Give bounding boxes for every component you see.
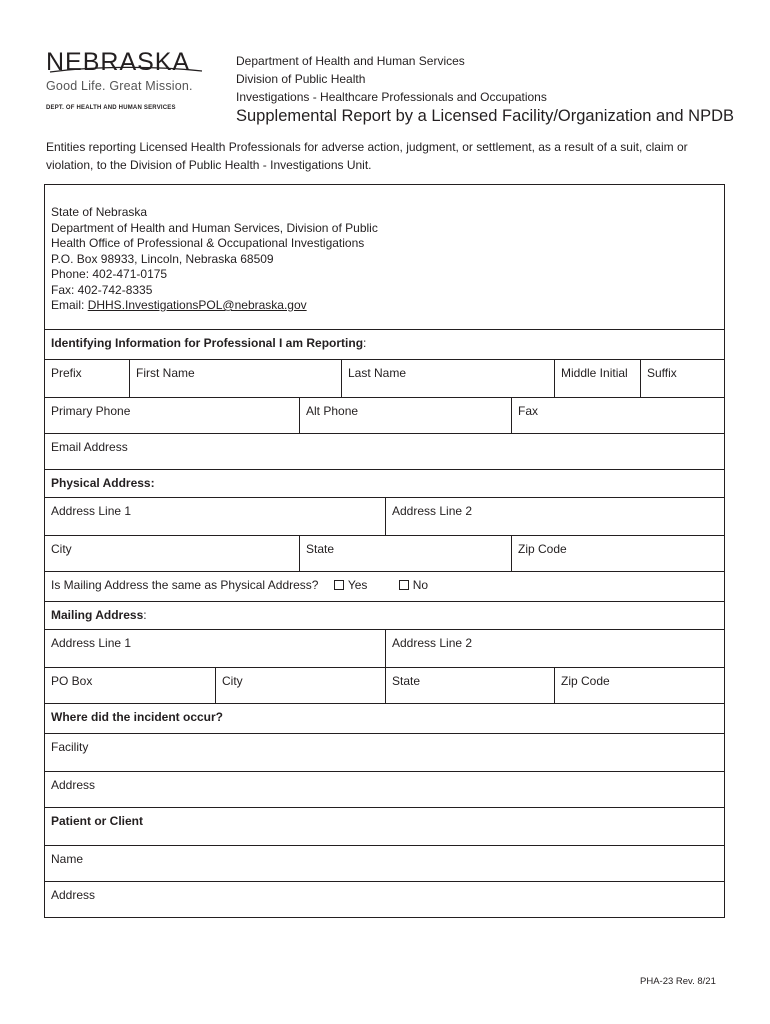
mailing-zip-field[interactable]: Zip Code bbox=[554, 668, 724, 703]
physical-city-row bbox=[45, 535, 724, 571]
header-line-1: Department of Health and Human Services bbox=[236, 54, 465, 68]
form-revision: PHA-23 Rev. 8/21 bbox=[640, 976, 716, 987]
physical-zip-field[interactable]: Zip Code bbox=[511, 536, 724, 571]
incident-facility-field[interactable]: Facility bbox=[51, 740, 89, 754]
patient-heading: Patient or Client bbox=[51, 814, 144, 828]
incident-address-row bbox=[45, 771, 724, 807]
incident-heading: Where did the incident occur? bbox=[51, 710, 224, 724]
report-form bbox=[44, 184, 725, 918]
logo-tagline: Good Life. Great Mission. bbox=[46, 79, 193, 93]
document-title: Supplemental Report by a Licensed Facility/Organization and NPDB bbox=[236, 107, 735, 125]
patient-heading-row bbox=[45, 807, 724, 845]
header-line-2: Division of Public Health bbox=[236, 72, 366, 86]
no-label: No bbox=[412, 578, 429, 592]
prefix-field[interactable]: Prefix bbox=[51, 366, 82, 380]
primary-phone-field[interactable]: Primary Phone bbox=[51, 404, 131, 418]
contact-line-1: State of Nebraska bbox=[51, 205, 148, 219]
alt-phone-field[interactable]: Alt Phone bbox=[299, 398, 511, 433]
mailing-po-box-field[interactable]: PO Box bbox=[51, 674, 93, 688]
intro-paragraph: Entities reporting Licensed Health Professionals for adverse action, judgment, or settlement, as a result of a suit, claim or violation, to the Division of Public Health - Investigations Unit. bbox=[46, 140, 688, 172]
email-row bbox=[45, 433, 724, 469]
same-address-row bbox=[45, 571, 724, 601]
patient-address-row bbox=[45, 881, 724, 917]
mailing-address-line-1-field[interactable]: Address Line 1 bbox=[51, 636, 132, 650]
incident-heading-row bbox=[45, 703, 724, 733]
patient-address-field[interactable]: Address bbox=[51, 888, 96, 902]
same-address-question: Is Mailing Address the same as Physical Address? bbox=[51, 578, 319, 592]
mailing-address-line-2-field[interactable]: Address Line 2 bbox=[385, 630, 724, 667]
contact-phone: Phone: 402-471-0175 bbox=[51, 267, 168, 281]
mailing-state-field[interactable]: State bbox=[385, 668, 554, 703]
incident-address-field[interactable]: Address bbox=[51, 778, 96, 792]
nebraska-dhhs-logo bbox=[46, 48, 216, 120]
suffix-field[interactable]: Suffix bbox=[640, 360, 724, 397]
physical-address-line-1-field[interactable]: Address Line 1 bbox=[51, 504, 132, 518]
contact-line-4: P.O. Box 98933, Lincoln, Nebraska 68509 bbox=[51, 251, 274, 266]
patient-name-field[interactable]: Name bbox=[51, 852, 84, 866]
yes-label: Yes bbox=[347, 578, 368, 592]
phone-row bbox=[45, 397, 724, 433]
mailing-address-row bbox=[45, 629, 724, 667]
email-address-field[interactable]: Email Address bbox=[51, 440, 128, 454]
mailing-city-row bbox=[45, 667, 724, 703]
physical-state-field[interactable]: State bbox=[299, 536, 511, 571]
document-header bbox=[236, 52, 734, 126]
contact-email-label: Email: bbox=[51, 298, 88, 312]
fax-field[interactable]: Fax bbox=[511, 398, 724, 433]
first-name-field[interactable]: First Name bbox=[129, 360, 341, 397]
contact-email-link[interactable]: DHHS.InvestigationsPOL@nebraska.gov bbox=[87, 298, 307, 312]
physical-address-heading: Physical Address: bbox=[51, 476, 155, 490]
header-line-3: Investigations - Healthcare Professionals and Occupations bbox=[236, 90, 547, 104]
no-checkbox[interactable] bbox=[399, 580, 409, 590]
mailing-city-field[interactable]: City bbox=[215, 668, 385, 703]
identifying-heading: Identifying Information for Professional I am Reporting bbox=[51, 336, 364, 350]
contact-block bbox=[51, 205, 378, 314]
incident-facility-row bbox=[45, 733, 724, 771]
physical-address-line-2-field[interactable]: Address Line 2 bbox=[385, 498, 724, 535]
contact-line-2: Department of Health and Human Services, Division of Public bbox=[51, 220, 378, 235]
patient-name-row bbox=[45, 845, 724, 881]
last-name-field[interactable]: Last Name bbox=[341, 360, 554, 397]
physical-heading-row bbox=[45, 469, 724, 497]
logo-wordmark: NEBRASKA bbox=[46, 48, 191, 76]
yes-checkbox[interactable] bbox=[334, 580, 344, 590]
name-row bbox=[45, 359, 724, 397]
mailing-heading-row: Mailing Address: bbox=[45, 601, 724, 629]
identifying-heading-row: Identifying Information for Professional I am Reporting: bbox=[45, 329, 724, 359]
physical-city-field[interactable]: City bbox=[51, 542, 72, 556]
physical-address-row bbox=[45, 497, 724, 535]
contact-email-row bbox=[51, 298, 378, 314]
contact-fax: Fax: 402-742-8335 bbox=[51, 282, 153, 297]
middle-initial-field[interactable]: Middle Initial bbox=[554, 360, 640, 397]
logo-dept-name: DEPT. OF HEALTH AND HUMAN SERVICES bbox=[46, 105, 176, 111]
mailing-address-heading: Mailing Address bbox=[51, 608, 144, 622]
contact-line-3: Health Office of Professional & Occupational Investigations bbox=[51, 236, 365, 250]
